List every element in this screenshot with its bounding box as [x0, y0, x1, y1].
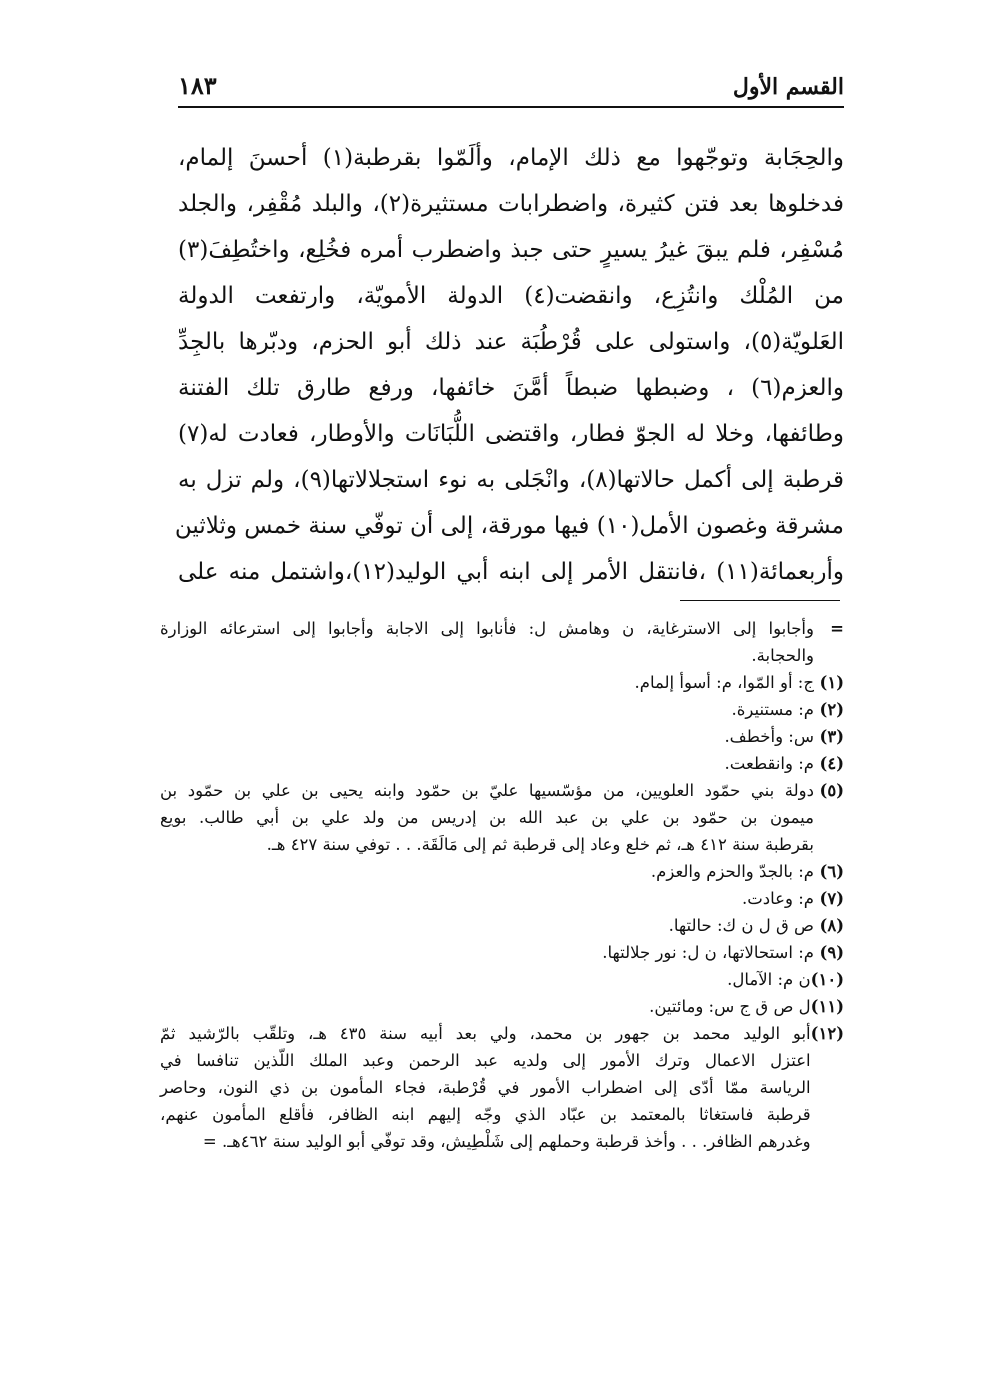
- body-line: العَلويّة(٥)، واستولى على قُرْطُبَة عند ذلك أبو الحزم، ودبّرها بالجِدِّ: [178, 329, 844, 355]
- footnote-number: (٩): [819, 943, 844, 962]
- body-line: قرطبة إلى أكمل حالاتها(٨)، وانْجَلى به نوء استجلالاتها(٩)، ولم تزل به: [178, 467, 844, 493]
- footnote-number: (٤): [819, 754, 844, 773]
- footnote-line: م: بالجدّ والحزم والعزم.: [650, 862, 814, 881]
- footnote-line: والحجابة.: [751, 646, 814, 665]
- footnote-7: [160, 885, 844, 912]
- body-line: مشرقة وغصون الأمل(١٠) فيها مورقة، إلى أن توفّي سنة خمس وثلاثين: [174, 513, 844, 539]
- footnote-number: (٢): [819, 700, 844, 719]
- continuation-marker: =: [830, 619, 844, 638]
- body-line: من المُلْك وانتُزِع، وانقضت(٤) الدولة الأمويّة، وارتفعت الدولة: [178, 283, 844, 309]
- footnote-line: ج: أو المّوا، م: أسوأ إلمام.: [634, 673, 814, 692]
- footnote-line: وغدرهم الظافر. . . وأخذ قرطبة وحملهم إلى شَلْطِيش، وقد توفّي أبو الوليد سنة ٤٦٢هـ. =: [202, 1132, 811, 1151]
- page-number: ١٨٣: [178, 71, 217, 100]
- section-title: القسم الأول: [732, 74, 844, 100]
- footnote-line: ص ق ل ن ك: حالتها.: [668, 916, 814, 935]
- footnote-2: [160, 696, 844, 723]
- footnote-line: أبو الوليد محمد بن جهور بن محمد، ولي بعد أبيه سنة ٤٣٥ هـ، وتلقّب بالرّشيد ثمّ: [160, 1024, 811, 1043]
- footnote-line: ل ص ق ج س: ومائتين.: [649, 997, 811, 1016]
- footnote-line: وأجابوا إلى الاسترغاية، ن وهامش ل: فأنابوا إلى الاجابة وأجابوا إلى استرعائه الوزارة: [160, 619, 814, 638]
- footnote-number: (٣): [819, 727, 844, 746]
- footnote-1: [160, 669, 844, 696]
- footnote-line: م: وانقطعت.: [724, 754, 814, 773]
- footnotes: [160, 615, 844, 1155]
- body-line: مُسْفِر، فلم يبقَ غيرُ يسيرٍ حتى جبذ واضطرب أمره فخُلِع، واختُطِفَ(٣): [178, 237, 844, 263]
- footnote-9: [160, 939, 844, 966]
- footnote-number: (٥): [819, 781, 844, 800]
- footnote-number: (٨): [819, 916, 844, 935]
- footnote-8: [160, 912, 844, 939]
- body-line: والعزم(٦) ، وضبطها ضبطاً أمَّنَ خائفها، ورفع طارق تلك الفتنة: [178, 375, 844, 401]
- footnote-10: [160, 966, 844, 993]
- footnote-line: اعتزل الاعمال وترك الأمور إلى ولديه عبد الرحمن وعبد الملك اللّذين تنافسا في: [160, 1051, 811, 1070]
- footnote-12: [160, 1020, 844, 1155]
- footnote-number: (١٢): [810, 1024, 844, 1043]
- footnote-3: [160, 723, 844, 750]
- footnote-number: (١): [819, 673, 844, 692]
- footnote-line: م: مستنيرة.: [731, 700, 814, 719]
- footnote-line: بقرطبة سنة ٤١٢ هـ، ثم خلع وعاد إلى قرطبة ثم إلى مَالَقَة. . . توفي سنة ٤٢٧ هـ.: [266, 835, 814, 854]
- footnote-separator: [680, 600, 840, 601]
- footnote-5: [160, 777, 844, 858]
- footnote-line: م: استحالاتها، ن ل: نور جلالتها.: [602, 943, 814, 962]
- footnote-line: قرطبة فاستغاثا بالمعتمد بن عبّاد الذي وجّه إليهم ابنه الظافر، فأقلع المأمون عنهم،: [160, 1105, 811, 1124]
- footnote-number: (٧): [819, 889, 844, 908]
- footnote-line: م: وعادت.: [742, 889, 814, 908]
- footnote-line: س: وأخطف.: [724, 727, 814, 746]
- body-line: والحِجَابة وتوجّهوا مع ذلك الإمام، وألَمّوا بقرطبة(١) أحسنَ إلمام،: [178, 145, 844, 171]
- body-line: وطائفها، وخلا له الجوّ فطار، واقتضى اللُّبَانَات والأوطار، فعادت له(٧): [178, 421, 844, 447]
- body-line: فدخلوها بعد فتن كثيرة، واضطرابات مستثيرة(٢)، والبلد مُقْفِر، والجلد: [178, 191, 844, 217]
- footnote-4: [160, 750, 844, 777]
- footnote-number: (١١): [810, 997, 844, 1016]
- footnote-line: ن م: الآمال.: [727, 970, 811, 989]
- footnote-line: ميمون بن حمّود بن علي بن عبد الله بن إدريس من ولد علي بن أبي طالب. بويع: [160, 808, 814, 827]
- footnote-continuation: [160, 615, 844, 669]
- footnote-line: دولة بني حمّود العلويين، من مؤسّسيها عليّ بن حمّود وابنه يحيى بن علي بن حمّود بن: [160, 781, 814, 800]
- footnote-line: الرياسة ممّا أدّى إلى اضطراب الأمور في قُرْطبة، فجاء المأمون بن ذي النون، وحاصر: [160, 1078, 811, 1097]
- main-text: [174, 135, 845, 595]
- footnote-number: (٦): [819, 862, 844, 881]
- footnote-6: [160, 858, 844, 885]
- footnote-number: (١٠): [810, 970, 844, 989]
- body-line: وأربعمائة(١١) ،فانتقل الأمر إلى ابنه أبي الوليد(١٢)،واشتمل منه على: [178, 559, 845, 585]
- running-header: [178, 68, 844, 108]
- footnote-11: [160, 993, 844, 1020]
